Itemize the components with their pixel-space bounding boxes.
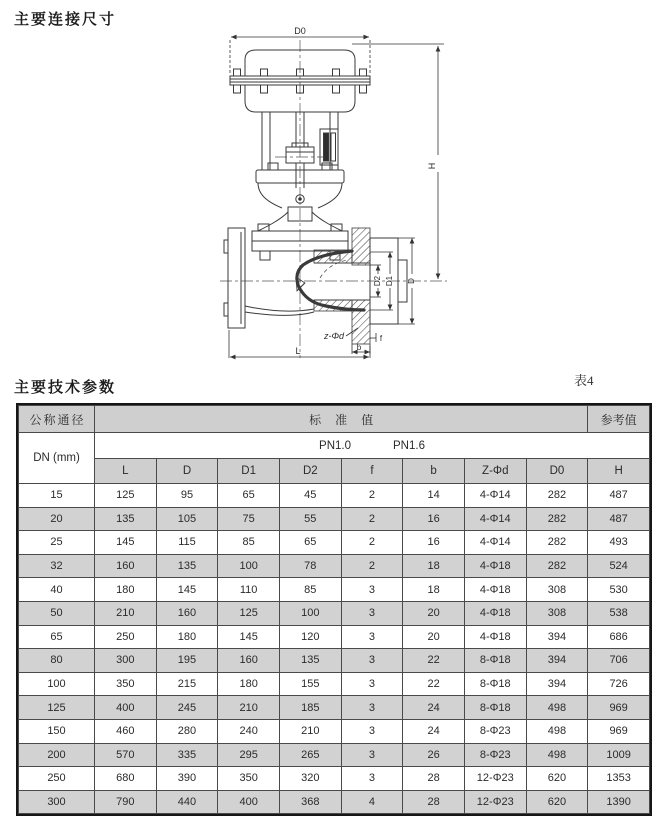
col-header-f: f [341,459,403,484]
table-row [19,696,650,720]
table-cell: 308 [526,578,588,602]
section-title-technical-parameters: 主要技术参数 [14,379,117,396]
table-cell: 4-Φ14 [464,484,526,508]
table-cell: 570 [95,743,157,767]
valve-drawing [0,0,660,372]
table-cell: 125 [218,601,280,625]
table-cell: 620 [526,790,588,814]
table-cell: 300 [95,649,157,673]
table-row [19,767,650,791]
table-row [19,507,650,531]
table-cell: 530 [588,578,650,602]
dim-label-z-phi-d: z-Φd [323,331,344,341]
table-cell: 280 [156,719,218,743]
col-header-D0: D0 [526,459,588,484]
table-cell: 4-Φ14 [464,531,526,555]
table-body [19,484,650,814]
table-cell: 160 [218,649,280,673]
header-pn-ratings [95,433,650,459]
table-cell: 498 [526,743,588,767]
table-cell: 2 [341,507,403,531]
table-cell: 394 [526,672,588,696]
parameters-table [16,403,652,816]
table-row [19,790,650,814]
table-cell: 125 [95,484,157,508]
table-cell: 400 [218,790,280,814]
table-cell: 95 [156,484,218,508]
col-header-D2: D2 [279,459,341,484]
table-cell: 2 [341,531,403,555]
table-row [19,649,650,673]
table-cell: 1353 [588,767,650,791]
table-cell: 350 [218,767,280,791]
table-cell: 4-Φ18 [464,625,526,649]
table-cell: 498 [526,696,588,720]
table-row [19,672,650,696]
table-cell: 180 [156,625,218,649]
header-reference-value: 参考值 [588,406,650,433]
table-cell: 487 [588,484,650,508]
table-cell: 3 [341,625,403,649]
table-cell: 135 [95,507,157,531]
table-cell: 3 [341,767,403,791]
table-cell: 185 [279,696,341,720]
col-header-L: L [95,459,157,484]
table-cell: 308 [526,601,588,625]
table-row [19,531,650,555]
table-cell: 125 [19,696,95,720]
table-cell: 2 [341,484,403,508]
table-cell: 282 [526,531,588,555]
table-cell: 180 [95,578,157,602]
table-cell: 24 [403,719,465,743]
header-dn-unit: DN (mm) [19,433,95,484]
dim-label-d: D [407,278,416,284]
table-cell: 320 [279,767,341,791]
col-header-D: D [156,459,218,484]
dim-label-f: f [379,334,383,343]
table-cell: 115 [156,531,218,555]
col-header-D1: D1 [218,459,280,484]
table-cell: 250 [95,625,157,649]
table-cell: 16 [403,531,465,555]
table-cell: 250 [19,767,95,791]
table-cell: 210 [95,601,157,625]
dim-label-b: b [356,343,362,352]
table-cell: 14 [403,484,465,508]
table-cell: 4-Φ18 [464,578,526,602]
table-cell: 65 [218,484,280,508]
table-cell: 498 [526,719,588,743]
table-cell: 3 [341,672,403,696]
table-cell: 8-Φ18 [464,649,526,673]
table-cell: 22 [403,649,465,673]
table-cell: 20 [403,625,465,649]
table-cell: 3 [341,649,403,673]
table-row [19,554,650,578]
table-cell: 18 [403,578,465,602]
table-cell: 282 [526,554,588,578]
table-cell: 12-Φ23 [464,767,526,791]
table-cell: 4 [341,790,403,814]
table-cell: 493 [588,531,650,555]
table-cell: 12-Φ23 [464,790,526,814]
table-cell: 105 [156,507,218,531]
table-row [19,578,650,602]
table-cell: 45 [279,484,341,508]
table-cell: 195 [156,649,218,673]
table-cell: 4-Φ18 [464,554,526,578]
table-cell: 4-Φ14 [464,507,526,531]
col-header-H: H [588,459,650,484]
dim-label-h: H [427,162,437,170]
table-cell: 65 [19,625,95,649]
table-cell: 969 [588,719,650,743]
table-cell: 350 [95,672,157,696]
table-cell: 145 [156,578,218,602]
table-cell: 1390 [588,790,650,814]
left-flange [228,228,245,328]
table-cell: 24 [403,696,465,720]
table-row [19,719,650,743]
table-cell: 8-Φ23 [464,719,526,743]
table-row [19,484,650,508]
table-cell: 200 [19,743,95,767]
dim-label-d1: D1 [385,275,394,287]
table-cell: 390 [156,767,218,791]
table-cell: 400 [95,696,157,720]
table-cell: 100 [218,554,280,578]
table-cell: 680 [95,767,157,791]
table-cell: 135 [156,554,218,578]
table-cell: 538 [588,601,650,625]
pn10-label: PN1.0 [319,439,351,452]
table-cell: 8-Φ18 [464,696,526,720]
table-cell: 22 [403,672,465,696]
table-cell: 969 [588,696,650,720]
travel-indicator [320,129,338,165]
table-cell: 3 [341,578,403,602]
table-cell: 85 [218,531,280,555]
header-nominal-diameter: 公称通径 [19,406,95,433]
table-cell: 110 [218,578,280,602]
col-header-b: b [403,459,465,484]
table-cell: 460 [95,719,157,743]
table-cell: 50 [19,601,95,625]
table-cell: 726 [588,672,650,696]
table-cell: 150 [19,719,95,743]
table-cell: 215 [156,672,218,696]
table-cell: 282 [526,484,588,508]
bonnet [252,183,348,260]
table-row [19,625,650,649]
header-standard-value: 标准值 [95,406,588,433]
section-title-connection-dimensions: 主要连接尺寸 [14,11,117,28]
table-cell: 145 [95,531,157,555]
table-cell: 28 [403,790,465,814]
table-cell: 686 [588,625,650,649]
table-cell: 524 [588,554,650,578]
table-cell: 394 [526,649,588,673]
table-cell: 335 [156,743,218,767]
col-header-z-phi-d: Z-Φd [464,459,526,484]
table-cell: 3 [341,696,403,720]
table-cell: 210 [279,719,341,743]
table-cell: 135 [279,649,341,673]
dim-label-d0: D0 [294,26,306,36]
table-cell: 282 [526,507,588,531]
table-cell: 75 [218,507,280,531]
table-row [19,601,650,625]
table-number-tag: 表4 [574,373,594,388]
table-cell: 8-Φ23 [464,743,526,767]
table-cell: 18 [403,554,465,578]
table-cell: 155 [279,672,341,696]
table-cell: 3 [341,719,403,743]
table-cell: 120 [279,625,341,649]
table-cell: 40 [19,578,95,602]
actuator [230,50,370,112]
table-row [19,743,650,767]
table-cell: 2 [341,554,403,578]
table-cell: 240 [218,719,280,743]
table-cell: 300 [19,790,95,814]
table-cell: 790 [95,790,157,814]
table-cell: 210 [218,696,280,720]
table-cell: 100 [279,601,341,625]
table-cell: 20 [403,601,465,625]
table-cell: 487 [588,507,650,531]
table-cell: 180 [218,672,280,696]
table-cell: 245 [156,696,218,720]
table-cell: 65 [279,531,341,555]
table-cell: 1009 [588,743,650,767]
table-cell: 4-Φ18 [464,601,526,625]
table-cell: 265 [279,743,341,767]
table-cell: 620 [526,767,588,791]
table-cell: 394 [526,625,588,649]
table-cell: 295 [218,743,280,767]
section-hatch [296,228,370,344]
table-cell: 32 [19,554,95,578]
table-cell: 368 [279,790,341,814]
table-cell: 55 [279,507,341,531]
dim-label-d2: D2 [373,275,382,287]
dim-label-l: L [295,346,301,356]
table-cell: 3 [341,601,403,625]
table-cell: 145 [218,625,280,649]
table-cell: 3 [341,743,403,767]
table-cell: 78 [279,554,341,578]
table-cell: 28 [403,767,465,791]
table-cell: 160 [95,554,157,578]
table-cell: 25 [19,531,95,555]
table-cell: 80 [19,649,95,673]
pn16-label: PN1.6 [393,439,425,452]
table-cell: 100 [19,672,95,696]
table-cell: 160 [156,601,218,625]
table-cell: 8-Φ18 [464,672,526,696]
table-cell: 26 [403,743,465,767]
table-cell: 85 [279,578,341,602]
table-cell: 706 [588,649,650,673]
table-cell: 440 [156,790,218,814]
table-cell: 20 [19,507,95,531]
table-cell: 16 [403,507,465,531]
table-cell: 15 [19,484,95,508]
